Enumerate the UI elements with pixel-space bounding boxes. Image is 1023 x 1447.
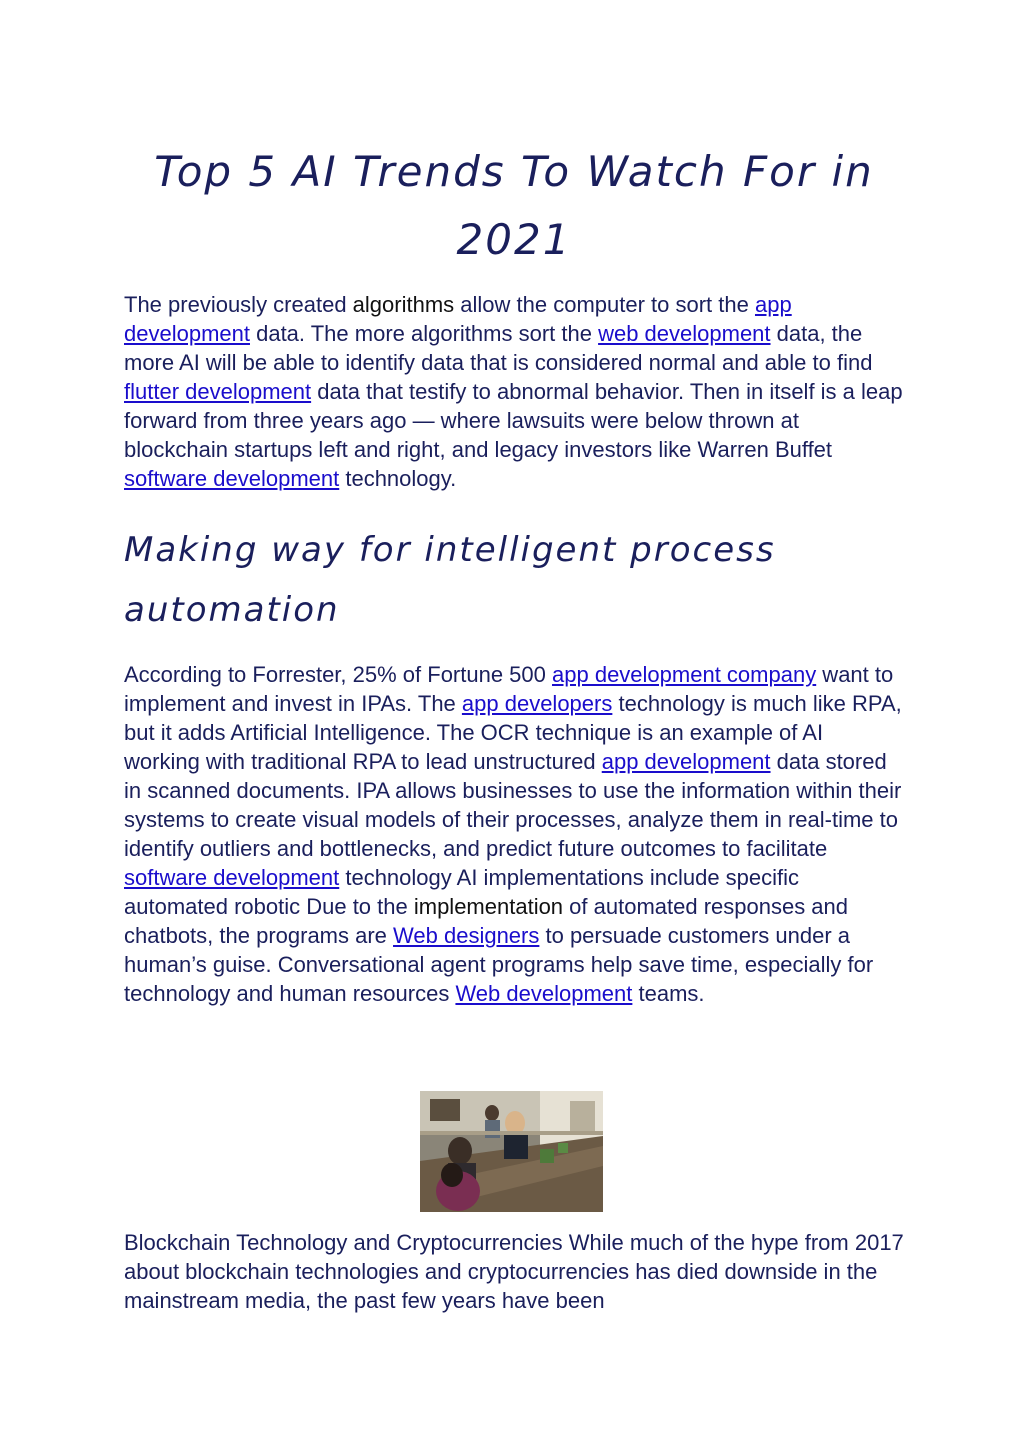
text-span: technology AI implementations include specific automated robotic Due to the: [124, 865, 800, 919]
text-span: technology.: [339, 466, 457, 491]
link-web-development[interactable]: Web development: [455, 981, 633, 1006]
office-team-photo: [420, 1091, 603, 1212]
text-span: The previously created: [124, 292, 353, 317]
text-span: to persuade customers under a human’s guise. Conversational agent programs help save time, especially for technology and human resources: [124, 923, 874, 1006]
link-flutter-development[interactable]: flutter development: [124, 379, 312, 404]
text-span: data stored in scanned documents. IPA allows businesses to use the information within their systems to create visual models of their processes, analyze them in real-time to identify outliers and bottlenecks, and predict future outcomes to facilitate: [124, 749, 902, 861]
link-app-developers[interactable]: app developers: [461, 691, 613, 716]
page-title: Top 5 AI Trends To Watch For in 2021: [154, 147, 874, 264]
blockchain-paragraph: Blockchain Technology and Cryptocurrencies While much of the hype from 2017 about blockchain technologies and cryptocurrencies has died downside in the mainstream media, the past few years have been: [124, 1230, 904, 1313]
ipa-paragraph: [124, 660, 904, 1008]
text-span: algorithms: [352, 292, 455, 317]
text-span: data that testify to abnormal behavior. Then in itself is a leap forward from three years ago — where lawsuits were below thrown at blockchain startups left and right, and legacy investors like Warren Buffet: [124, 379, 903, 462]
link-software-development[interactable]: software development: [124, 865, 340, 890]
text-span: of automated responses and chatbots, the programs are: [124, 894, 849, 948]
link-software-development[interactable]: software development: [124, 466, 340, 491]
text-span: data, the more AI will be able to identify data that is considered normal and able to find: [124, 321, 873, 375]
link-web-development[interactable]: web development: [598, 321, 771, 346]
link-web-designers[interactable]: Web designers: [393, 923, 540, 948]
text-span: implementation: [413, 894, 564, 919]
link-app-development-company[interactable]: app development company: [552, 662, 817, 687]
intro-paragraph: [124, 290, 904, 493]
text-span: allow the computer to sort the: [454, 292, 755, 317]
section-heading: Making way for intelligent process automation: [124, 530, 776, 630]
link-app-development[interactable]: app development: [124, 292, 792, 346]
link-app-development[interactable]: app development: [601, 749, 771, 774]
text-span: data. The more algorithms sort the: [249, 321, 599, 346]
text-span: teams.: [632, 981, 705, 1006]
text-span: want to implement and invest in IPAs. The: [124, 662, 894, 716]
text-span: According to Forrester, 25% of Fortune 500: [124, 662, 553, 687]
text-span: technology is much like RPA, but it adds Artificial Intelligence. The OCR technique is an example of AI working with traditional RPA to lead unstructured: [124, 691, 902, 774]
